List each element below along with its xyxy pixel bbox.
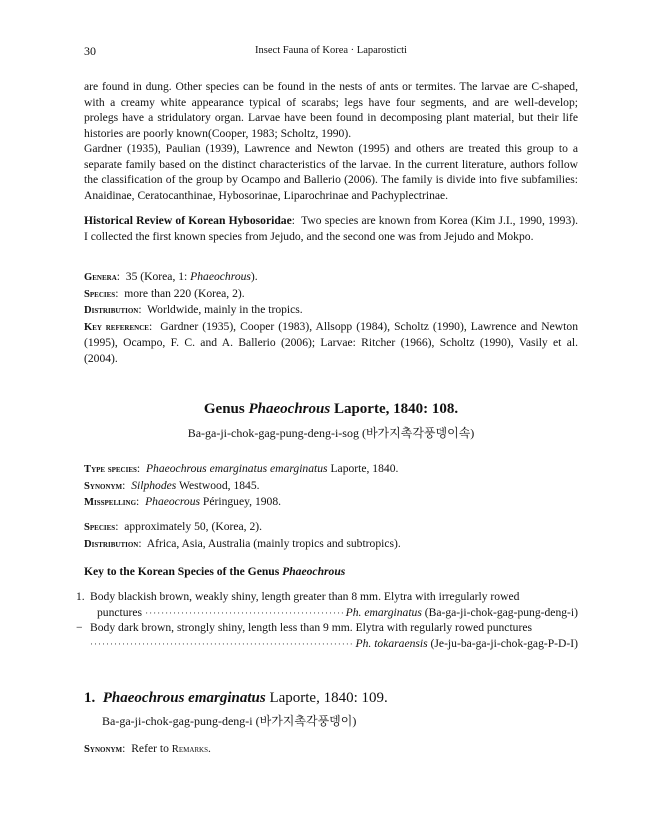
distribution-value: Worldwide, mainly in the tropics. bbox=[147, 303, 303, 317]
key-result-emarginatus bbox=[346, 605, 578, 621]
intro-paragraph-2: Gardner (1935), Paulian (1939), Lawrence and Newton (1995) and others are treated this group to a separate family based on the distinct characteristics of the larvae. In the current literature, authors follow the classification of the group by Ocampo and Ballerio (2006). The family is divide into five subfamilies: Anaidinae, Ceratocanthinae, Hybosorinae, Liparochrinae and Pachyplectrinae. bbox=[84, 142, 578, 202]
genus-distribution-facts bbox=[84, 519, 578, 552]
species-value: more than 220 (Korea, 2). bbox=[124, 286, 245, 300]
key-reference-line: Key reference: Gardner (1935), Cooper (1983), Allsopp (1984), Scholtz (1990), Lawrence and Newton (1995), Ocampo, F. C. and A. Ballerio (2006); Larvae: Ritcher (1966), Scholtz (1990), Vasily et al. (2004). bbox=[84, 319, 578, 365]
species-label: Species bbox=[84, 288, 116, 300]
type-species-author: Laporte, 1840. bbox=[327, 462, 399, 475]
species-synonym-line: Synonym: Refer to Remarks. bbox=[84, 742, 211, 755]
genera-value-end: ). bbox=[250, 270, 258, 283]
genus-korean-name: Ba-ga-ji-chok-gag-pung-deng-i-sog (바가지촉각풍뎅이속) bbox=[187, 426, 475, 440]
key-couplet-2-lead bbox=[90, 636, 578, 653]
historical-review: Historical Review of Korean Hybosoridae: Two species are known from Korea (Kim J.I., 1990, 1993). I collected the first known species from Jejudo, and the second one was from Jejudo and Mokpo. bbox=[84, 214, 579, 243]
key-couplet-2 bbox=[76, 620, 578, 652]
species-author: Laporte, 1840: 109. bbox=[265, 690, 388, 706]
species-number: 1. bbox=[84, 690, 96, 706]
leader-dots bbox=[90, 637, 353, 653]
family-facts bbox=[84, 269, 578, 367]
genus-facts bbox=[84, 461, 578, 511]
synonym-author: Westwood, 1845. bbox=[176, 478, 260, 492]
key-couplet-dash: − bbox=[76, 621, 83, 634]
genus-title-name: Phaeochrous bbox=[248, 401, 331, 417]
genus-species-line: Species: approximately 50, (Korea, 2). bbox=[84, 520, 263, 533]
key-result-name: Ph. tokaraensis bbox=[355, 636, 428, 650]
genus-title bbox=[84, 401, 578, 418]
key-couplet-2-text: Body dark brown, strongly shiny, length less than 9 mm. Elytra with regularly rowed punctures bbox=[90, 621, 532, 634]
historical-heading: Historical Review of Korean Hybosoridae bbox=[84, 214, 292, 227]
key-reference-value: Gardner (1935), Cooper (1983), Allsopp (1984), Scholtz (1990), Lawrence and Newton (1995), Ocampo, F. C. and A. Ballerio (2006); Larvae: Ritcher (1966), Scholtz (1990), Vasily et al. (2004). bbox=[84, 319, 578, 365]
key-title bbox=[84, 565, 578, 578]
running-title: Insect Fauna of Korea · Laparosticti bbox=[255, 45, 407, 56]
genus-species-value: approximately 50, (Korea, 2). bbox=[124, 520, 263, 533]
distribution-label: Distribution bbox=[84, 305, 139, 317]
running-header bbox=[84, 44, 578, 58]
key-result-korean: (Ba-ga-ji-chok-gag-pung-deng-i) bbox=[421, 605, 578, 619]
species-heading bbox=[84, 690, 388, 707]
genus-distribution-value: Africa, Asia, Australia (mainly tropics and subtropics). bbox=[146, 536, 401, 550]
key-result-korean: (Je-ju-ba-ga-ji-chok-gag-P-D-I) bbox=[427, 636, 578, 650]
key-couplet-1 bbox=[76, 589, 578, 621]
genera-line: Genera: 35 (Korea, 1: Phaeochrous). bbox=[84, 270, 258, 283]
species-line: Species: more than 220 (Korea, 2). bbox=[84, 286, 245, 300]
type-species-name: Phaeochrous emarginatus emarginatus bbox=[145, 462, 328, 475]
genus-species-label: Species bbox=[84, 522, 116, 533]
distribution-line: Distribution: Worldwide, mainly in the tropics. bbox=[84, 303, 303, 317]
genera-label: Genera bbox=[84, 272, 117, 283]
synonym-line: Synonym: Silphodes Westwood, 1845. bbox=[84, 478, 260, 492]
misspelling-author: Péringuey, 1908. bbox=[200, 495, 282, 509]
key-result-tokaraensis bbox=[356, 636, 578, 652]
genus-distribution-label: Distribution bbox=[84, 538, 139, 550]
species-synonym-label: Synonym bbox=[84, 744, 123, 755]
key-reference-label: Key reference bbox=[84, 321, 149, 333]
intro-paragraph-1: are found in dung. Other species can be found in the nests of ants or termites. The larvae are C-shaped, with a creamy white appearance typical of scarabs; legs have four segments, and are well-develop; prolegs have a stridulatory organ. Larvae have been found in decomposing plant material, but their life histories are poorly known(Cooper, 1983; Scholtz, 1990). bbox=[84, 80, 578, 140]
key-couplet-number: 1. bbox=[76, 590, 85, 603]
species-synonym-value: Refer to bbox=[131, 742, 172, 755]
genus-title-pre: Genus bbox=[203, 401, 249, 417]
misspelling-line: Misspelling: Phaeocrous Péringuey, 1908. bbox=[84, 495, 282, 509]
misspelling-label: Misspelling bbox=[84, 497, 137, 509]
misspelling-name: Phaeocrous bbox=[145, 495, 201, 509]
type-species-line: Type species: Phaeochrous emarginatus emarginatus Laporte, 1840. bbox=[84, 462, 399, 475]
genus-title-author: Laporte, 1840: 108. bbox=[330, 401, 459, 417]
synonym-label: Synonym bbox=[84, 480, 123, 492]
key-result-name: Ph. emarginatus bbox=[345, 605, 422, 619]
type-species-label: Type species bbox=[84, 464, 137, 475]
species-synonym-end: . bbox=[208, 742, 211, 755]
key-couplet-1-text2: punctures bbox=[97, 605, 143, 619]
historical-text: Two species are known from Korea (Kim J.I., 1990, 1993). I collected the first known species from Jejudo, and the second one was from Jejudo and Mokpo. bbox=[84, 214, 579, 243]
page-number: 30 bbox=[84, 44, 96, 58]
key-title-genus: Phaeochrous bbox=[282, 565, 346, 578]
key-couplet-1-text: Body blackish brown, weakly shiny, length greater than 8 mm. Elytra with irregularly rowed bbox=[90, 590, 520, 603]
genera-value: 35 (Korea, 1: bbox=[125, 270, 191, 283]
synonym-name: Silphodes bbox=[131, 478, 177, 492]
species-name: Phaeochrous emarginatus bbox=[102, 690, 266, 706]
key-couplet-1-lead bbox=[90, 605, 578, 622]
genera-genus: Phaeochrous bbox=[190, 270, 251, 283]
leader-dots bbox=[145, 606, 343, 622]
remarks-reference: Remarks bbox=[171, 744, 209, 755]
genus-distribution-line: Distribution: Africa, Asia, Australia (mainly tropics and subtropics). bbox=[84, 536, 401, 550]
species-korean-name: Ba-ga-ji-chok-gag-pung-deng-i (바가지촉각풍뎅이) bbox=[102, 714, 357, 728]
key-title-pre: Key to the Korean Species of the Genus bbox=[84, 565, 283, 578]
